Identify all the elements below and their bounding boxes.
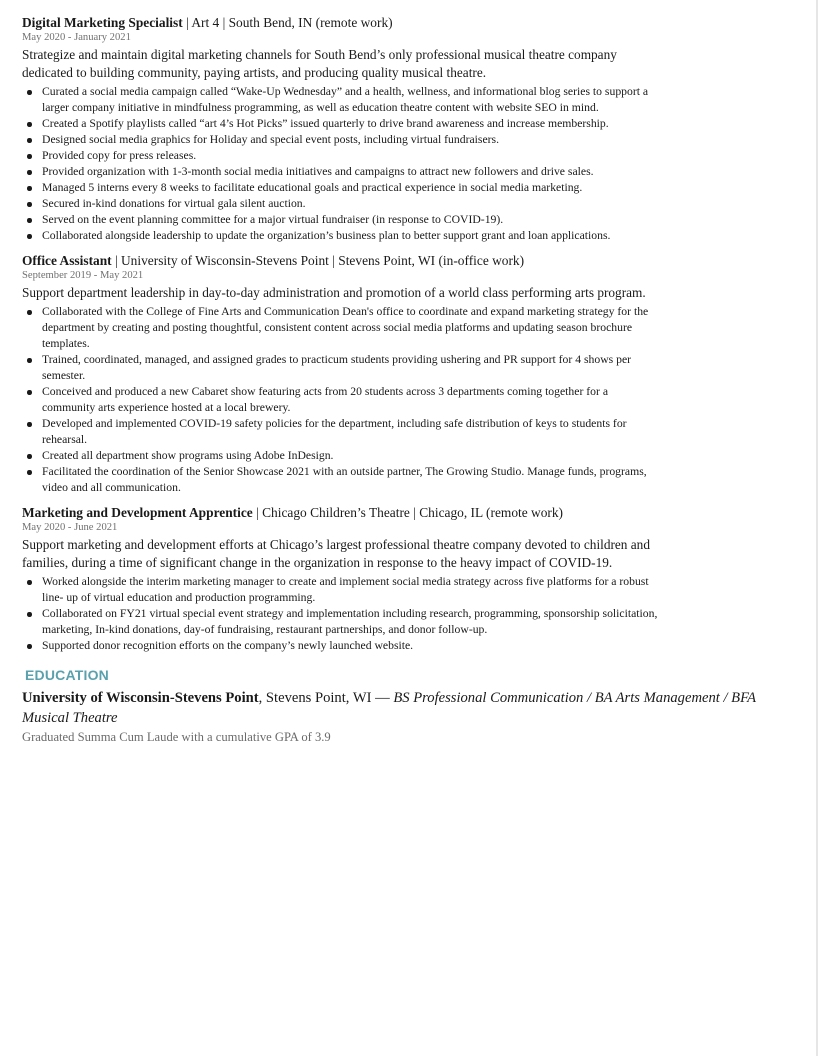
job-summary: Support marketing and development efforts at Chicago’s largest professional theatre company devoted to children and families, during a time of significant change in the organization in response to the heavy impact of COVID-19.: [22, 537, 650, 570]
list-item: Trained, coordinated, managed, and assigned grades to practicum students providing ushering and PR support for 4 shows per semester.: [22, 352, 662, 384]
job-bullets: [22, 304, 682, 496]
list-item: Created a Spotify playlists called “art 4’s Hot Picks” issued quarterly to drive brand awareness and increase membership.: [22, 116, 662, 132]
job-role: Marketing and Development Apprentice: [22, 505, 253, 520]
job-details: | University of Wisconsin-Stevens Point | Stevens Point, WI (in-office work): [111, 253, 525, 268]
list-item: Secured in-kind donations for virtual gala silent auction.: [22, 196, 662, 212]
list-item: Designed social media graphics for Holiday and special event posts, including virtual fundraisers.: [22, 132, 662, 148]
education-school: University of Wisconsin-Stevens Point: [22, 690, 259, 706]
job-entry: [22, 252, 682, 496]
education-note: Graduated Summa Cum Laude with a cumulative GPA of 3.9: [22, 730, 331, 744]
job-dates: September 2019 - May 2021: [22, 270, 144, 281]
resume-page: [22, 14, 756, 746]
job-header: [22, 14, 682, 32]
job-role: Digital Marketing Specialist: [22, 15, 183, 30]
job-entry: [22, 14, 682, 244]
job-summary: Support department leadership in day-to-day administration and promotion of a world class performing arts program.: [22, 285, 646, 300]
education-entry: [22, 688, 782, 728]
job-header: [22, 504, 682, 522]
list-item: Supported donor recognition efforts on the company’s newly launched website.: [22, 638, 662, 654]
list-item: Created all department show programs using Adobe InDesign.: [22, 448, 662, 464]
list-item: Curated a social media campaign called “Wake-Up Wednesday” and a health, wellness, and informational blog series to support a larger company initiative in mindfulness programming, as well as education theatre content with website SEO in mind.: [22, 84, 662, 116]
list-item: Worked alongside the interim marketing manager to create and implement social media strategy across five platforms for a robust line- up of virtual education and production programming.: [22, 574, 662, 606]
list-item: Collaborated on FY21 virtual special event strategy and implementation including research, programming, sponsorship solicitation, marketing, In-kind donations, day-of fundraising, restaurant partnerships, and donor follow-up.: [22, 606, 662, 638]
list-item: Developed and implemented COVID-19 safety policies for the department, including safe distribution of keys to students for rehearsal.: [22, 416, 662, 448]
job-bullets: [22, 84, 682, 244]
list-item: Provided organization with 1-3-month social media initiatives and campaigns to attract new followers and drive sales.: [22, 164, 662, 180]
list-item: Collaborated with the College of Fine Arts and Communication Dean's office to coordinate and expand marketing strategy for the department by creating and posting thoughtful, consistent content across social media platforms and updating season brochure templates.: [22, 304, 662, 352]
list-item: Provided copy for press releases.: [22, 148, 662, 164]
job-entry: [22, 504, 682, 654]
job-header: [22, 252, 682, 270]
list-item: Facilitated the coordination of the Senior Showcase 2021 with an outside partner, The Growing Studio. Manage funds, programs, video and all communication.: [22, 464, 662, 496]
education-location: , Stevens Point, WI —: [258, 690, 394, 706]
job-bullets: [22, 574, 682, 654]
job-details: | Art 4 | South Bend, IN (remote work): [182, 15, 393, 30]
job-dates: May 2020 - January 2021: [22, 32, 131, 43]
job-dates: May 2020 - June 2021: [22, 522, 118, 533]
job-summary: Strategize and maintain digital marketing channels for South Bend’s only professional musical theatre company dedicated to building community, paying artists, and producing quality musical theatre.: [22, 47, 617, 80]
education-degree: BS Professional Communication / BA Arts Management / BFA Musical Theatre: [22, 690, 756, 726]
list-item: Conceived and produced a new Cabaret show featuring acts from 20 students across 3 departments coming together for a community arts experience hosted at a local brewery.: [22, 384, 662, 416]
education-heading: EDUCATION: [25, 667, 109, 683]
list-item: Managed 5 interns every 8 weeks to facilitate educational goals and practical experience in social media marketing.: [22, 180, 662, 196]
list-item: Collaborated alongside leadership to update the organization’s business plan to better support grant and loan applications.: [22, 228, 662, 244]
list-item: Served on the event planning committee for a major virtual fundraiser (in response to COVID-19).: [22, 212, 662, 228]
job-role: Office Assistant: [22, 253, 112, 268]
job-details: | Chicago Children’s Theatre | Chicago, IL (remote work): [252, 505, 564, 520]
